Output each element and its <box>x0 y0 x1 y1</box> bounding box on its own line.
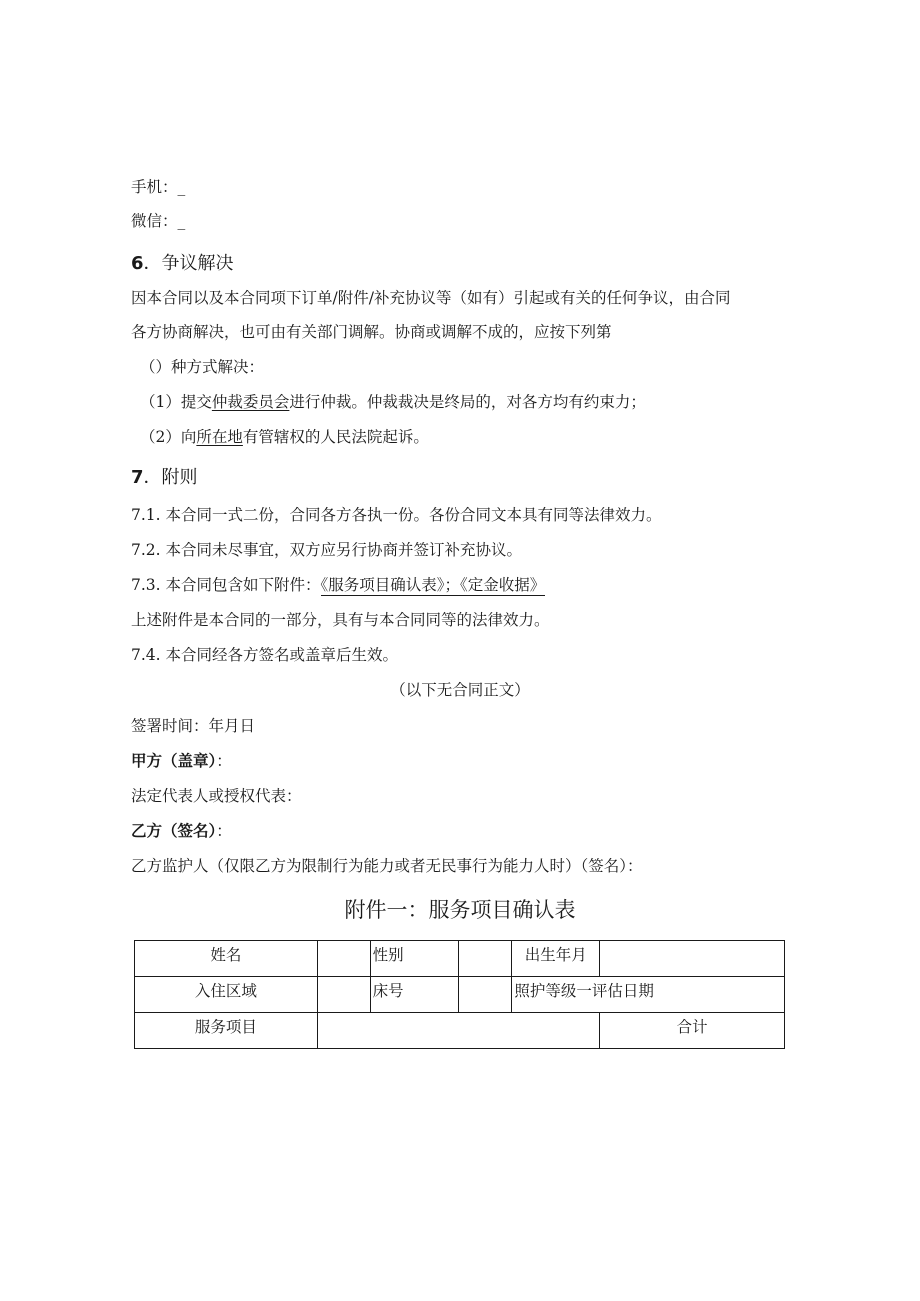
area-label-cell: 入住区域 <box>135 977 318 1013</box>
option1-prefix: （1）提交 <box>140 393 212 411</box>
section-7-title: ．附则 <box>143 467 198 488</box>
name-value-cell[interactable] <box>317 941 370 977</box>
gender-label-cell: 性别 <box>370 941 459 977</box>
table-row <box>135 977 785 1013</box>
total-cell: 合计 <box>600 1013 785 1049</box>
bed-label-cell: 床号 <box>370 977 459 1013</box>
section-6-title: ．争议解决 <box>143 253 234 274</box>
bed-value-cell[interactable] <box>459 977 512 1013</box>
section-6-para-line2: 各方协商解决，也可由有关部门调解。协商或调解不成的，应按下列第 <box>131 323 612 341</box>
clause-7-3-prefix: 7.3. 本合同包含如下附件： <box>131 576 321 594</box>
section-6-para-line3: （）种方式解决： <box>140 358 265 376</box>
service-confirmation-table <box>134 940 785 1049</box>
clause-7-3-attachments: 《服务项目确认表》；《定金收据》 <box>320 576 546 594</box>
attachment-1-title: 附件一：服务项目确认表 <box>344 898 576 922</box>
option2-suffix: 有管辖权的人民法院起诉。 <box>242 428 429 446</box>
birth-label-cell: 出生年月 <box>512 941 600 977</box>
clause-7-3 <box>131 575 545 595</box>
option1-blank: 仲裁委员会 <box>211 393 290 411</box>
table-row <box>135 1013 785 1049</box>
party-b-label: 乙方（签名） <box>131 822 217 840</box>
party-b-signature <box>131 821 232 841</box>
clause-7-1: 7.1. 本合同一式二份，合同各方各执一份。各份合同文本具有同等法律效力。 <box>131 506 662 524</box>
birth-value-cell[interactable] <box>600 941 785 977</box>
clause-7-3-note: 上述附件是本合同的一部分，具有与本合同同等的法律效力。 <box>131 611 550 629</box>
wechat-label: 微信：_ <box>131 212 186 230</box>
section-7-heading <box>131 467 198 489</box>
service-label-cell: 服务项目 <box>135 1013 318 1049</box>
section-6-number: 6 <box>131 253 144 274</box>
clause-7-4: 7.4. 本合同经各方签名或盖章后生效。 <box>131 646 399 664</box>
dispute-option-arbitration <box>140 392 646 412</box>
end-of-contract-note: （以下无合同正文） <box>390 681 530 699</box>
section-6-para-line1: 因本合同以及本合同项下订单/附件/补充协议等（如有）引起或有关的任何争议，由合同 <box>131 289 731 307</box>
care-level-cell: 照护等级一评估日期 <box>512 977 785 1013</box>
party-a-colon: ： <box>216 752 232 770</box>
dispute-option-court <box>140 427 429 447</box>
guardian-signature-label: 乙方监护人（仅限乙方为限制行为能力或者无民事行为能力人时）（签名）： <box>131 857 643 875</box>
option2-blank: 所在地 <box>196 428 243 446</box>
party-b-colon: ： <box>216 822 232 840</box>
party-a-seal <box>131 751 232 771</box>
service-value-cell[interactable] <box>317 1013 600 1049</box>
name-label-cell: 姓名 <box>135 941 318 977</box>
phone-label: 手机：_ <box>131 178 186 196</box>
section-6-heading <box>131 253 234 275</box>
legal-rep-label: 法定代表人或授权代表： <box>131 787 302 805</box>
clause-7-2: 7.2. 本合同未尽事宜，双方应另行协商并签订补充协议。 <box>131 541 523 559</box>
party-a-label: 甲方（盖章） <box>131 752 217 770</box>
option1-suffix: 进行仲裁。仲裁裁决是终局的，对各方均有约束力； <box>289 393 646 411</box>
section-7-number: 7 <box>131 467 144 488</box>
option2-prefix: （2）向 <box>140 428 197 446</box>
area-value-cell[interactable] <box>317 977 370 1013</box>
signing-date-label: 签署时间：年月日 <box>131 717 256 735</box>
gender-value-cell[interactable] <box>459 941 512 977</box>
table-row <box>135 941 785 977</box>
